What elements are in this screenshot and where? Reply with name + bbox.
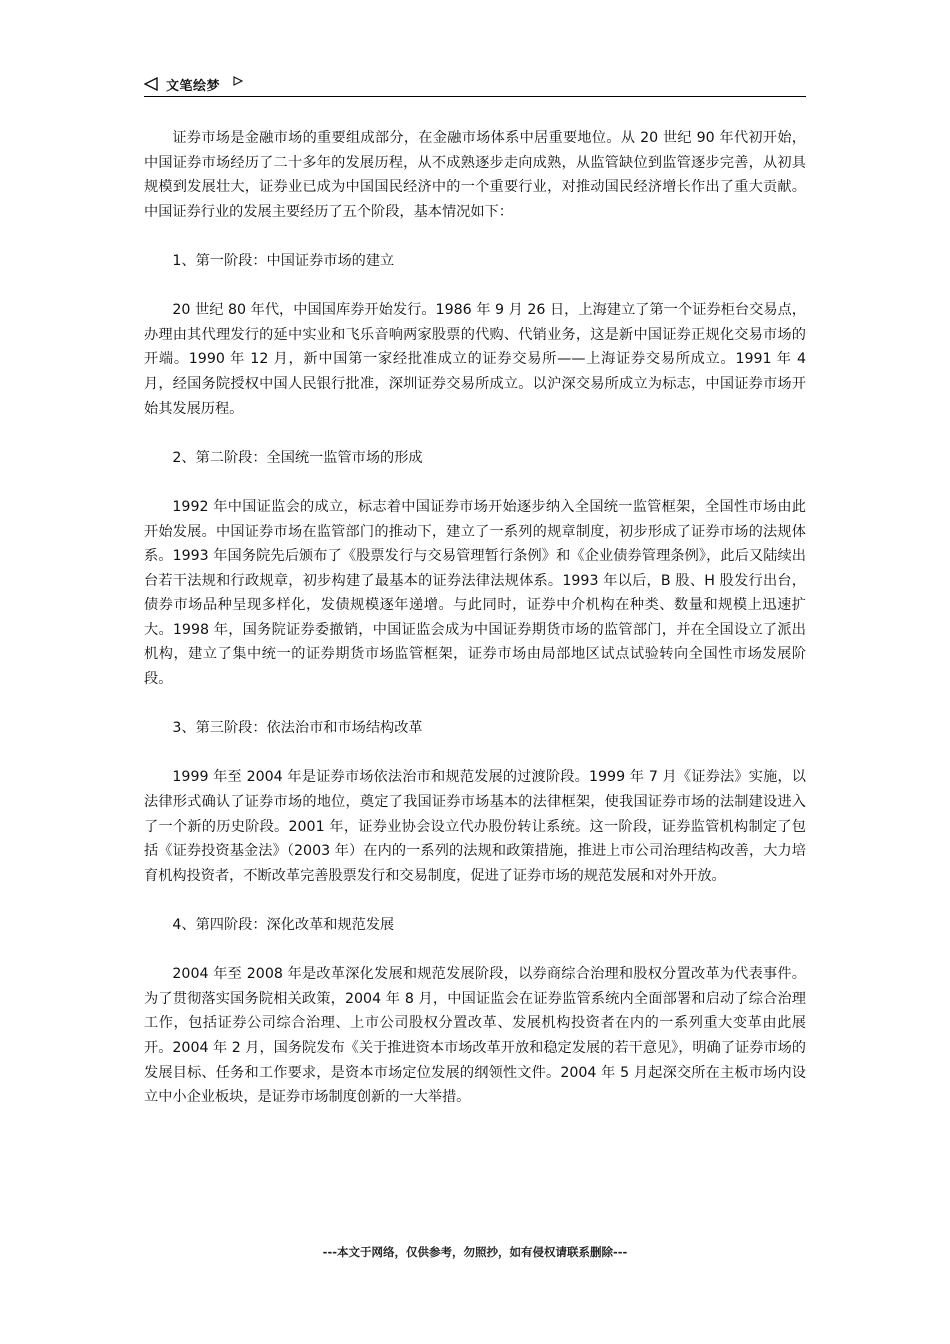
paragraph: 证券市场是金融市场的重要组成部分，在金融市场体系中居重要地位。从 20 世纪 90 年代初开始，中国证券市场经历了二十多年的发展历程，从不成熟逐步走向成熟，从监管缺位到监管逐步完善，从初具规模到发展壮大，证券业已成为中国国民经济中的一个重要行业，对推动国民经济增长作出了重大贡献。中国证券行业的发展主要经历了五个阶段，基本情况如下：	[144, 130, 806, 220]
document-body	[144, 126, 806, 1134]
section-heading: 4、第四阶段：深化改革和规范发展	[172, 917, 395, 933]
section-heading: 3、第三阶段：依法治市和市场结构改革	[172, 720, 423, 737]
triangle-left-icon	[144, 77, 158, 91]
page-header	[144, 74, 806, 97]
paragraph: 1992 年中国证监会的成立，标志着中国证券市场开始逐步纳入全国统一监管框架，全国性市场由此开始发展。中国证券市场在监管部门的推动下，建立了一系列的规章制度，初步形成了证券市场的法规体系。1993 年国务院先后颁布了《股票发行与交易管理暂行条例》和《企业债券管理条例》，此后又陆续出台若干法规和行政规章，初步构建了最基本的证券法律法规体系。1993 年以后，B 股、H 股发行出台，债券市场品种呈现多样化，发债规模逐年递增。与此同时，证券中介机构在种类、数量和规模上迅速扩大。1998 年，国务院证券委撤销，中国证监会成为中国证券期货市场的监管部门，并在全国设立了派出机构，建立了集中统一的证券期货市场监管框架，证券市场由局部地区试点试验转向全国性市场发展阶段。	[144, 498, 806, 688]
header-title: 文笔绘梦	[166, 79, 221, 94]
paragraph: 1999 年至 2004 年是证券市场依法治市和规范发展的过渡阶段。1999 年 7 月《证券法》实施，以法律形式确认了证券市场的地位，奠定了我国证券市场基本的法律框架，使我国证券市场的法制建设进入了一个新的历史阶段。2001 年，证券业协会设立代办股份转让系统。这一阶段，证券监管机构制定了包括《证券投资基金法》（2003 年）在内的一系列的法规和政策措施，推进上市公司治理结构改善，大力培育机构投资者，不断改革完善股票发行和交易制度，促进了证券市场的规范发展和对外开放。	[144, 769, 806, 884]
section-heading: 2、第二阶段：全国统一监管市场的形成	[172, 449, 423, 466]
page-footer: ---本文于网络，仅供参考，勿照抄，如有侵权请联系删除---	[322, 1245, 628, 1259]
section-heading: 1、第一阶段：中国证券市场的建立	[172, 252, 395, 269]
paragraph: 20 世纪 80 年代，中国国库券开始发行。1986 年 9 月 26 日，上海建立了第一个证券柜台交易点，办理由其代理发行的延中实业和飞乐音响两家股票的代购、代销业务，这是新中国证券正规化交易市场的开端。1990 年 12 月，新中国第一家经批准成立的证券交易所——上海证券交易所成立。1991 年 4 月，经国务院授权中国人民银行批准，深圳证券交易所成立。以沪深交易所成立为标志，中国证券市场开始其发展历程。	[144, 302, 806, 417]
paragraph: 2004 年至 2008 年是改革深化发展和规范发展阶段，以券商综合治理和股权分置改革为代表事件。为了贯彻落实国务院相关政策，2004 年 8 月，中国证监会在证券监管系统内全面部署和启动了综合治理工作，包括证券公司综合治理、上市公司股权分置改革、发展机构投资者在内的一系列重大变革由此展开。2004 年 2 月，国务院发布《关于推进资本市场改革开放和稳定发展的若干意见》，明确了证券市场的发展目标、任务和工作要求，是资本市场定位发展的纲领性文件。2004 年 5 月起深交所在主板市场内设立中小企业板块，是证券市场制度创新的一大举措。	[144, 966, 806, 1106]
triangle-right-icon	[233, 76, 243, 86]
